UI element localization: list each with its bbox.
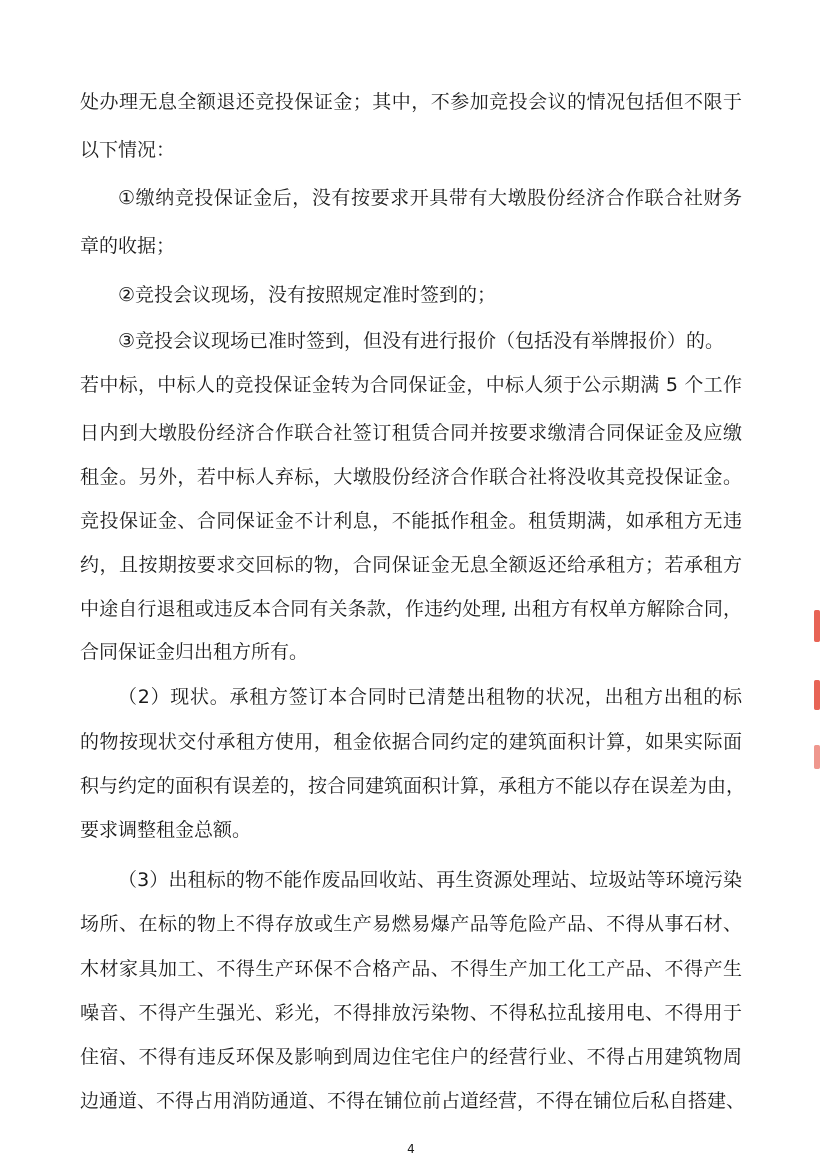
page-number: 4 [407, 1142, 415, 1156]
text-line: 租金。另外，若中标人弃标，大墩股份经济合作联合社将没收其竞投保证金。 [80, 466, 742, 488]
text-line: 住宿、不得有违反环保及影响到周边住宅住户的经营行业、不得占用建筑物周 [80, 1046, 742, 1068]
text-line: 若中标，中标人的竞投保证金转为合同保证金，中标人须于公示期满 5 个工作 [80, 374, 742, 396]
text-line: 的物按现状交付承租方使用，租金依据合同约定的建筑面积计算，如果实际面 [80, 731, 742, 753]
paragraph-heading: （2）现状。承租方签订本合同时已清楚出租物的状况，出租方出租的标 [118, 686, 742, 708]
text-line: 木材家具加工、不得生产环保不合格产品、不得生产加工化工产品、不得产生 [80, 958, 742, 980]
list-item: ①缴纳竞投保证金后，没有按要求开具带有大墩股份经济合作联合社财务 [118, 187, 742, 209]
text-line: 处办理无息全额退还竞投保证金；其中，不参加竞投会议的情况包括但不限于 [80, 91, 742, 113]
text-line: 噪音、不得产生强光、彩光，不得排放污染物、不得私拉乱接用电、不得用于 [80, 1002, 742, 1024]
text-line: 中途自行退租或违反本合同有关条款，作违约处理, 出租方有权单方解除合同， [80, 598, 742, 620]
text-line: 竞投保证金、合同保证金不计利息，不能抵作租金。租赁期满，如承租方无违 [80, 510, 742, 532]
list-item: ③竞投会议现场已准时签到，但没有进行报价（包括没有举牌报价）的。 [118, 330, 725, 352]
text-line: 合同保证金归出租方所有。 [80, 641, 309, 663]
text-line: 边通道、不得占用消防通道、不得在铺位前占道经营，不得在铺位后私自搭建、 [80, 1090, 746, 1112]
list-item: ②竞投会议现场，没有按照规定准时签到的； [118, 284, 497, 306]
text-line: 积与约定的面积有误差的，按合同建筑面积计算，承租方不能以存在误差为由， [80, 775, 746, 797]
text-line: 约，且按期按要求交回标的物，合同保证金无息全额返还给承租方；若承租方 [80, 554, 742, 576]
text-line: 场所、在标的物上不得存放或生产易燃易爆产品等危险产品、不得从事石材、 [80, 913, 742, 935]
text-line: 日内到大墩股份经济合作联合社签订租赁合同并按要求缴清合同保证金及应缴 [80, 422, 742, 444]
text-line: 以下情况： [80, 139, 176, 161]
text-line: 章的收据； [80, 235, 176, 257]
paragraph-heading: （3）出租标的物不能作废品回收站、再生资源处理站、垃圾站等环境污染 [118, 869, 742, 891]
seal-stamp-fragment [814, 745, 820, 769]
seal-stamp-fragment [814, 610, 820, 642]
text-line: 要求调整租金总额。 [80, 819, 252, 841]
seal-stamp-fragment [814, 680, 820, 710]
